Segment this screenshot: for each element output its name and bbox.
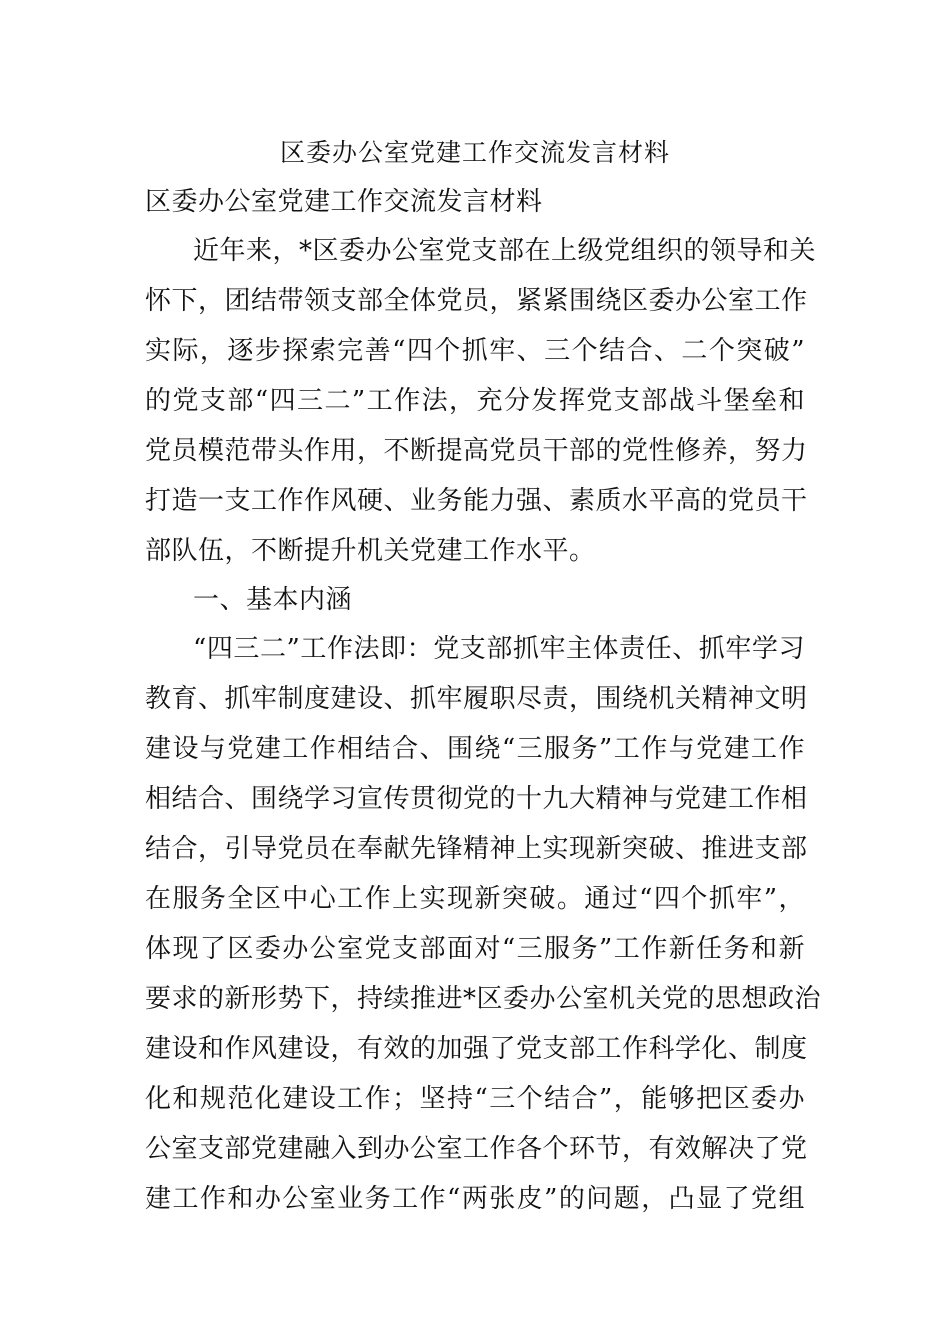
paragraph-2-line: 建设和作风建设，有效的加强了党支部工作科学化、制度 [145, 1034, 808, 1064]
paragraph-2-line: 化和规范化建设工作；坚持“三个结合”，能够把区委办 [145, 1084, 805, 1114]
paragraph-1-line: 部队伍，不断提升机关党建工作水平。 [145, 536, 596, 566]
paragraph-2-line: 结合，引导党员在奉献先锋精神上实现新突破、推进支部 [145, 834, 808, 864]
paragraph-2-line: “四三二”工作法即：党支部抓牢主体责任、抓牢学习 [193, 634, 805, 664]
paragraph-1-line: 近年来，*区委办公室党支部在上级党组织的领导和关 [193, 236, 817, 266]
paragraph-2-line: 在服务全区中心工作上实现新突破。通过“四个抓牢”， [145, 884, 805, 914]
paragraph-1-line: 怀下，团结带领支部全体党员，紧紧围绕区委办公室工作 [145, 286, 808, 316]
paragraph-2-line: 建设与党建工作相结合、围绕“三服务”工作与党建工作 [145, 734, 805, 764]
paragraph-1-line: 党员模范带头作用，不断提高党员干部的党性修养，努力 [145, 436, 808, 466]
paragraph-2-line: 要求的新形势下，持续推进*区委办公室机关党的思想政治 [145, 984, 822, 1014]
paragraph-2-line: 相结合、围绕学习宣传贯彻党的十九大精神与党建工作相 [145, 784, 808, 814]
paragraph-1-line: 打造一支工作作风硬、业务能力强、素质水平高的党员干 [145, 486, 808, 516]
section-heading: 一、基本内涵 [193, 585, 353, 615]
document-title: 区委办公室党建工作交流发言材料 [279, 138, 670, 167]
paragraph-1-line: 实际，逐步探索完善“四个抓牢、三个结合、二个突破” [145, 336, 805, 366]
paragraph-1-line: 的党支部“四三二”工作法，充分发挥党支部战斗堡垒和 [145, 386, 805, 416]
paragraph-2-line: 公室支部党建融入到办公室工作各个环节，有效解决了党 [145, 1134, 808, 1164]
paragraph-2-line: 建工作和办公室业务工作“两张皮”的问题，凸显了党组 [145, 1184, 805, 1214]
document-subtitle: 区委办公室党建工作交流发言材料 [145, 187, 543, 217]
paragraph-2-line: 教育、抓牢制度建设、抓牢履职尽责，围绕机关精神文明 [145, 684, 808, 714]
paragraph-2-line: 体现了区委办公室党支部面对“三服务”工作新任务和新 [145, 934, 805, 964]
